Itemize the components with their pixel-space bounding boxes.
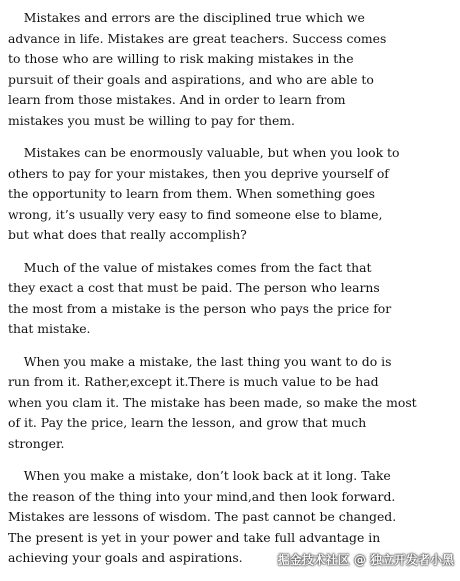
text-line: When you make a mistake, don’t look back at it long. Take [8, 468, 391, 483]
text-line: Mistakes can be enormously valuable, but when you look to [8, 145, 400, 160]
text-line: mistakes you must be willing to pay for them. [8, 112, 295, 128]
text-line: pursuit of their goals and aspirations, and who are able to [8, 71, 374, 87]
text-line: The present is yet in your power and take full advantage in [8, 529, 381, 545]
text-line: the reason of the thing into your mind,and then look forward. [8, 488, 396, 504]
text-line: of it. Pay the price, learn the lesson, and grow that much [8, 415, 367, 430]
text-line: learn from those mistakes. And in order to learn from [8, 92, 346, 107]
text-line: stronger. [8, 435, 65, 451]
text-line: advance in life. Mistakes are great teachers. Success comes [8, 30, 387, 46]
text-line: achieving your goals and aspirations. [8, 550, 243, 565]
text-line: Much of the value of mistakes comes from the fact that [8, 259, 372, 275]
source-watermark: 掘金技术社区 @ 独立开发者小黑 [277, 553, 454, 567]
text-line: wrong, it’s usually very easy to find someone else to blame, [8, 206, 383, 222]
text-line: Mistakes are lessons of wisdom. The past cannot be changed. [8, 509, 397, 524]
text-line: they exact a cost that must be paid. The person who learns [8, 280, 380, 295]
text-line: but what does that really accomplish? [8, 227, 247, 242]
text-line: Mistakes and errors are the disciplined true which we [8, 10, 365, 25]
text-line: when you clam it. The mistake has been made, so make the most [8, 394, 417, 410]
text-line: the most from a mistake is the person who pays the price for [8, 300, 392, 316]
text-line: the opportunity to learn from them. When something goes [8, 186, 375, 201]
text-line: others to pay for your mistakes, then you deprive yourself of [8, 165, 389, 181]
paragraph-1 [8, 8, 456, 131]
text-line: that mistake. [8, 321, 91, 336]
paragraph-3 [8, 258, 456, 340]
text-line: run from it. Rather,except it.There is much value to be had [8, 374, 379, 389]
paragraph-2 [8, 143, 456, 246]
article-body [8, 8, 456, 581]
text-line: When you make a mistake, the last thing you want to do is [8, 353, 392, 369]
paragraph-4 [8, 352, 456, 455]
text-line: to those who are willing to risk making mistakes in the [8, 51, 354, 66]
